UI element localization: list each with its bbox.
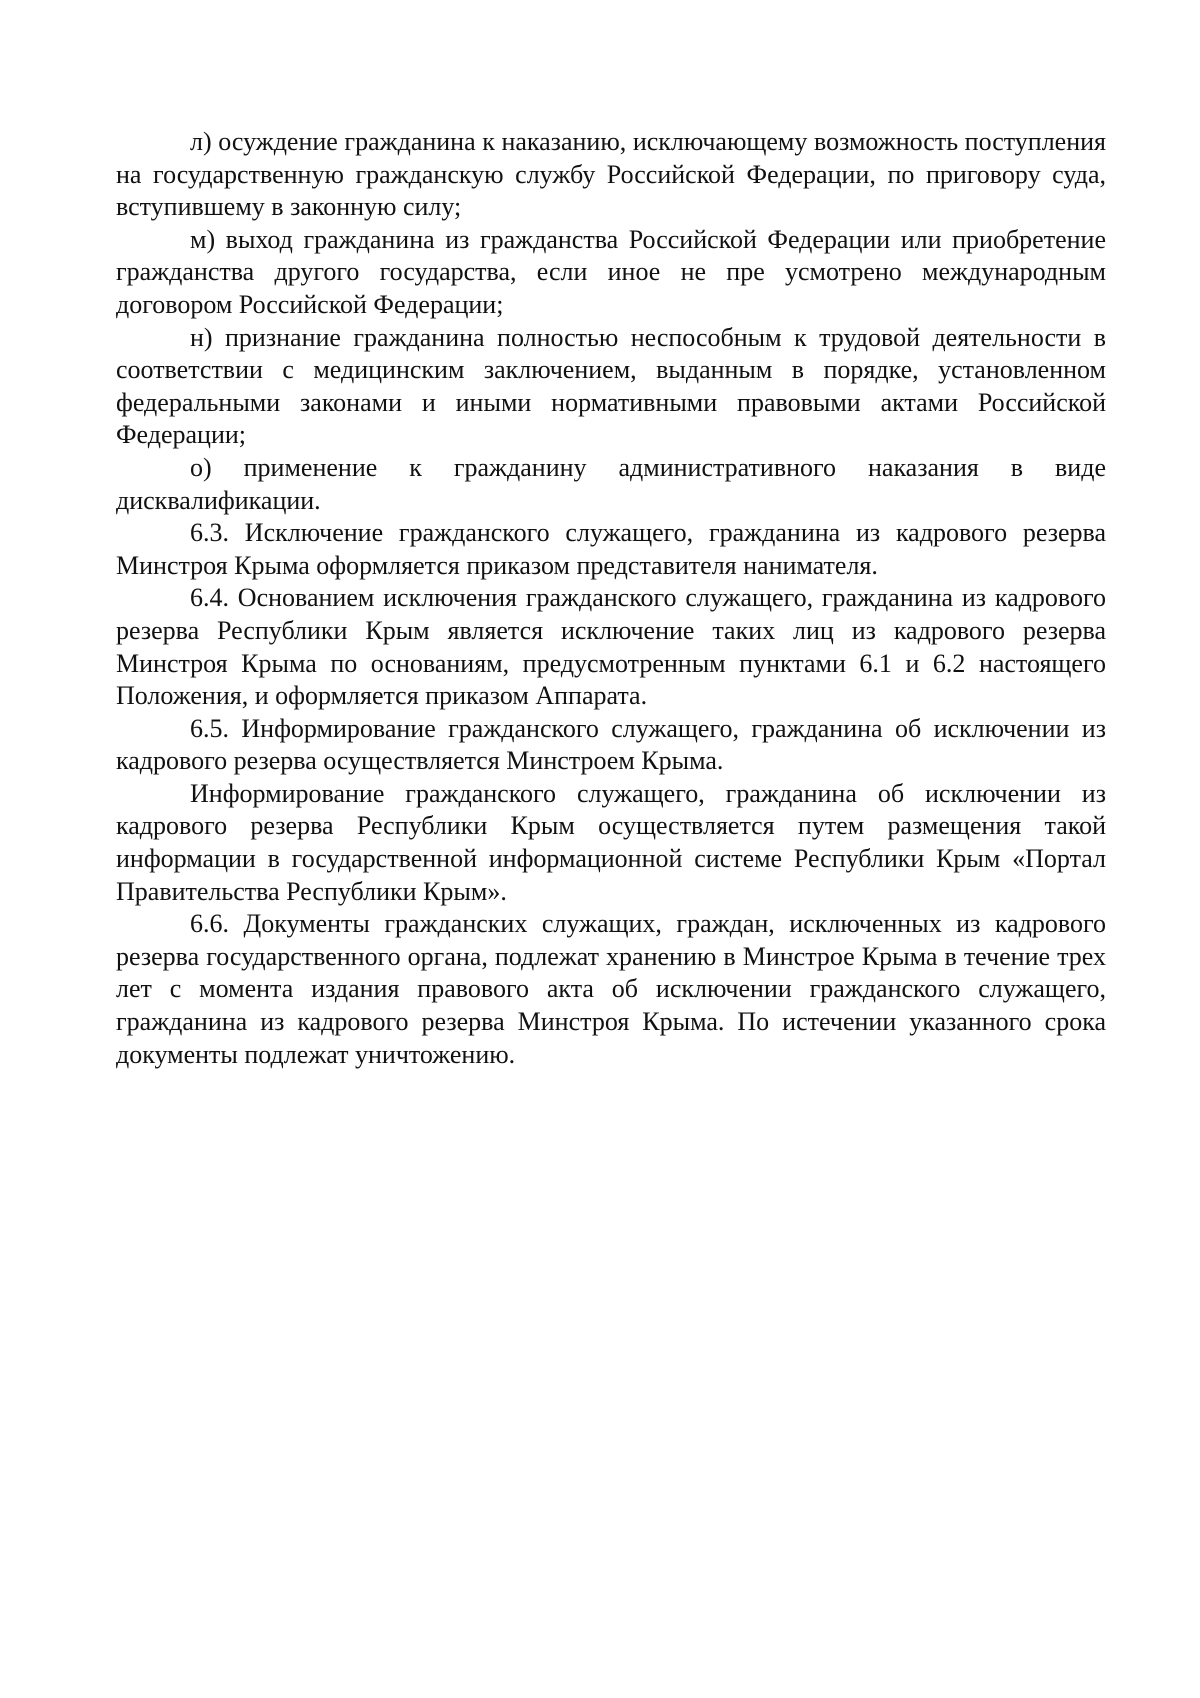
paragraph-item-m: м) выход гражданина из гражданства Российской Федерации или приобретение гражданства другого государства, если иное не пре усмотрено международным договором Российской Федерации; <box>116 224 1106 319</box>
paragraph-item-o: о) применение к гражданину административного наказания в виде дисквалификации. <box>116 452 1106 515</box>
paragraph-6-6: 6.6. Документы гражданских служащих, граждан, исключенных из кадрового резерва государственного органа, подлежат хранению в Минстрое Крыма в течение трех лет с момента издания правового акта об исключении гражданского служащего, гражданина из кадрового резерва Минстроя Крыма. По истечении указанного срока документы подлежат уничтожению. <box>116 909 1106 1069</box>
paragraph-6-5-continued: Информирование гражданского служащего, гражданина об исключении из кадрового резерва Республики Крым осуществляется путем размещения такой информации в государственной информационной системе Республики Крым «Портал Правительства Республики Крым». <box>116 778 1106 906</box>
document-body <box>116 126 1106 1071</box>
paragraph-6-3: 6.3. Исключение гражданского служащего, гражданина из кадрового резерва Минстроя Крыма оформляется приказом представителя нанимателя. <box>116 518 1106 580</box>
paragraph-item-l: л) осуждение гражданина к наказанию, исключающему возможность поступления на государственную гражданскую службу Российской Федерации, по приговору суда, вступившему в законную силу; <box>116 127 1106 222</box>
paragraph-6-5: 6.5. Информирование гражданского служащего, гражданина об исключении из кадрового резерва осуществляется Минстроем Крыма. <box>116 713 1106 776</box>
paragraph-item-n: н) признание гражданина полностью неспособным к трудовой деятельности в соответствии с медицинским заключением, выданным в порядке, установленном федеральными законами и иными нормативными правовыми актами Российской Федерации; <box>116 322 1106 450</box>
paragraph-6-4: 6.4. Основанием исключения гражданского служащего, гражданина из кадрового резерва Республики Крым является исключение таких лиц из кадрового резерва Минстроя Крыма по основаниям, предусмотренным пунктами 6.1 и 6.2 настоящего Положения, и оформляется приказом Аппарата. <box>116 583 1106 711</box>
